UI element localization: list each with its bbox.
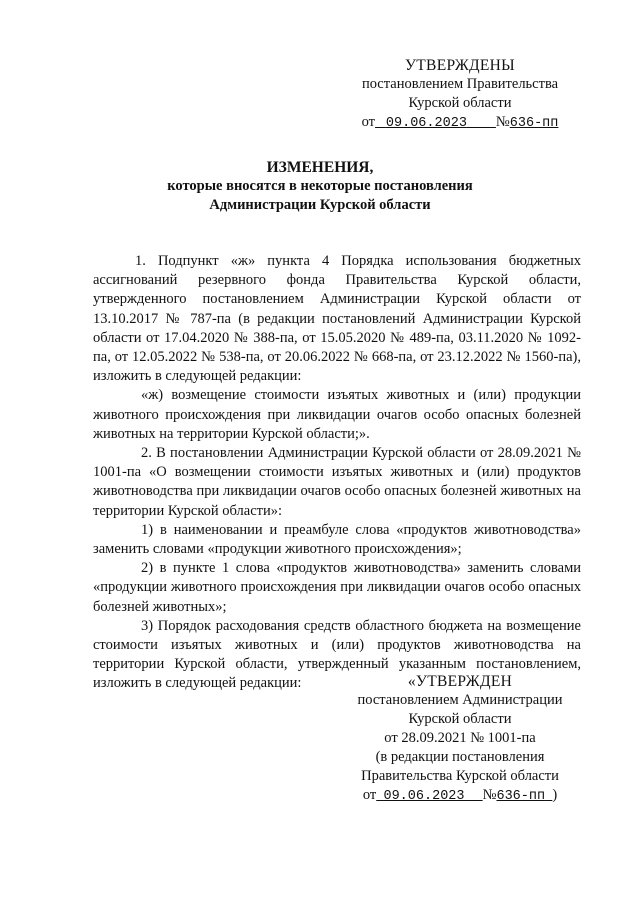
- approval-date-line: [345, 113, 575, 133]
- approval-line: Курской области: [408, 95, 512, 111]
- number-label: №: [495, 114, 510, 130]
- approval-heading: «УТВЕРЖДЕН: [407, 673, 513, 690]
- title-line: ИЗМЕНЕНИЯ,: [266, 159, 374, 176]
- title-line: Администрации Курской области: [209, 197, 431, 213]
- number-label: №: [482, 787, 497, 803]
- paragraph: 2. В постановлении Администрации Курской области от 28.09.2021 № 1001-па «О возмещении стоимости изъятых животных и (или) продуктов животноводства при ликвидации очагов особо опасных болезней животных на территории Курской области»:: [93, 445, 581, 519]
- paragraph: 2) в пункте 1 слова «продуктов животноводства» заменить словами «продукции животного происхождения при ликвидации очагов особо опасных болезней животных»;: [93, 560, 581, 615]
- approval-date: 09.06.2023: [383, 789, 465, 804]
- paragraph: 1) в наименовании и преамбуле слова «продуктов животноводства» заменить словами «продукции животного происхождения»;: [93, 521, 581, 558]
- document-body: [93, 252, 581, 694]
- document-title: [100, 158, 540, 215]
- approval-line: от 28.09.2021 № 1001-па: [384, 730, 536, 746]
- approval-line: Курской области: [408, 711, 512, 727]
- approval-number: 636-пп: [496, 789, 546, 804]
- approval-date-line: [335, 786, 585, 806]
- approval-line: постановлением Администрации: [357, 692, 563, 708]
- approval-line: постановлением Правительства: [361, 76, 559, 92]
- approval-line: Правительства Курской области: [361, 768, 559, 784]
- approval-heading: УТВЕРЖДЕНЫ: [405, 57, 515, 74]
- approval-line: (в редакции постановления: [375, 749, 545, 765]
- from-label: от: [361, 114, 376, 130]
- approval-date: 09.06.2023: [385, 116, 467, 131]
- title-line: которые вносятся в некоторые постановления: [167, 178, 473, 194]
- approval-number: 636-пп: [509, 116, 559, 131]
- paragraph: 3) Порядок расходования средств областного бюджета на возмещение стоимости изъятых животных и (или) продуктов животноводства на территории Курской области, утвержденный указанным постановлением, изложить в следующей редакции:: [93, 617, 581, 692]
- paragraph: «ж) возмещение стоимости изъятых животных и (или) продукции животного происхождения при ликвидации очагов особо опасных болезней животных на территории Курской области;».: [93, 387, 581, 442]
- date-underline: [375, 114, 496, 130]
- from-label: от: [362, 787, 377, 803]
- paragraph: 1. Подпункт «ж» пункта 4 Порядка использования бюджетных ассигнований резервного фонда Правительства Курской области, утвержденного постановлением Администрации Курской области от 13.10.2017 № 787-па (в редакции постановлений Администрации Курской области от 17.04.2020 № 388-па, от 15.05.2020 № 489-па, 03.11.2020 № 1092-па, от 12.05.2022 № 538-па, от 20.06.2022 № 668-па, от 23.12.2022 № 1560-па), изложить в следующей редакции:: [93, 253, 581, 385]
- approval-stamp-bottom: [335, 672, 585, 806]
- date-underline: [376, 787, 482, 803]
- closing-bracket: ): [552, 787, 558, 803]
- approval-stamp-top: [345, 56, 575, 133]
